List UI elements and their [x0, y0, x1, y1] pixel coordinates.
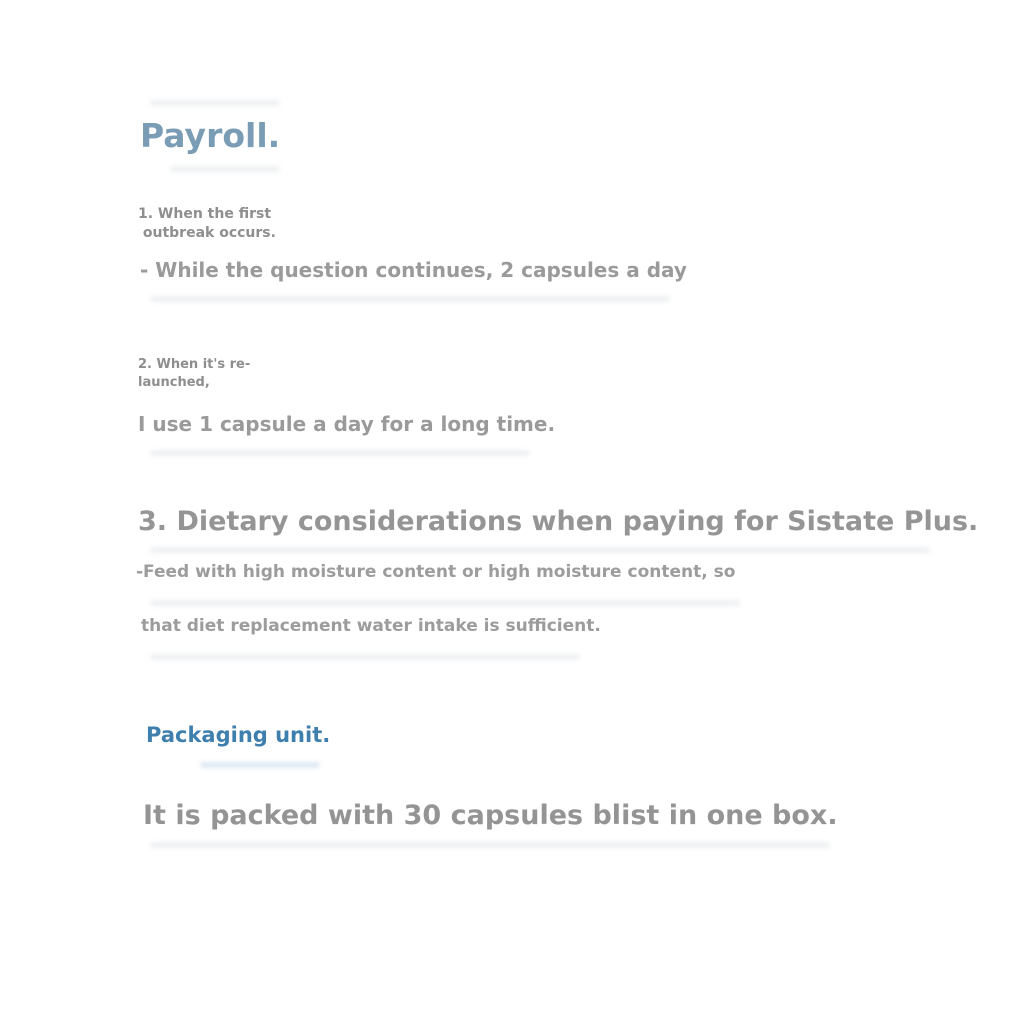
faint-trace	[150, 450, 530, 456]
faint-trace	[150, 600, 740, 606]
packaging-text: It is packed with 30 capsules blist in one box.	[143, 800, 838, 831]
step-1-text: - While the question continues, 2 capsules a day	[140, 258, 687, 282]
step-1-label-line-1: 1. When the first	[138, 206, 272, 222]
faint-trace	[150, 842, 830, 848]
section-3-heading: 3. Dietary considerations when paying for Sistate Plus.	[138, 506, 979, 537]
step-2-text: I use 1 capsule a day for a long time.	[138, 412, 556, 436]
step-2-label	[138, 356, 250, 392]
step-1-label-line-2: outbreak occurs.	[138, 225, 276, 241]
step-2-label-line-2: launched,	[138, 375, 210, 390]
faint-trace	[200, 762, 320, 768]
packaging-title: Packaging unit.	[146, 723, 331, 747]
faint-trace	[150, 296, 670, 302]
section-3-line-2: that diet replacement water intake is sufficient.	[141, 616, 601, 636]
section-3-line-1: -Feed with high moisture content or high moisture content, so	[136, 562, 736, 582]
faint-trace	[150, 547, 930, 553]
step-2-label-line-1: 2. When it's re-	[138, 357, 251, 372]
faint-trace	[150, 654, 580, 660]
faint-trace	[150, 100, 280, 106]
step-1-label	[138, 205, 276, 243]
faint-trace	[170, 166, 280, 172]
page-title: Payroll.	[140, 116, 281, 155]
